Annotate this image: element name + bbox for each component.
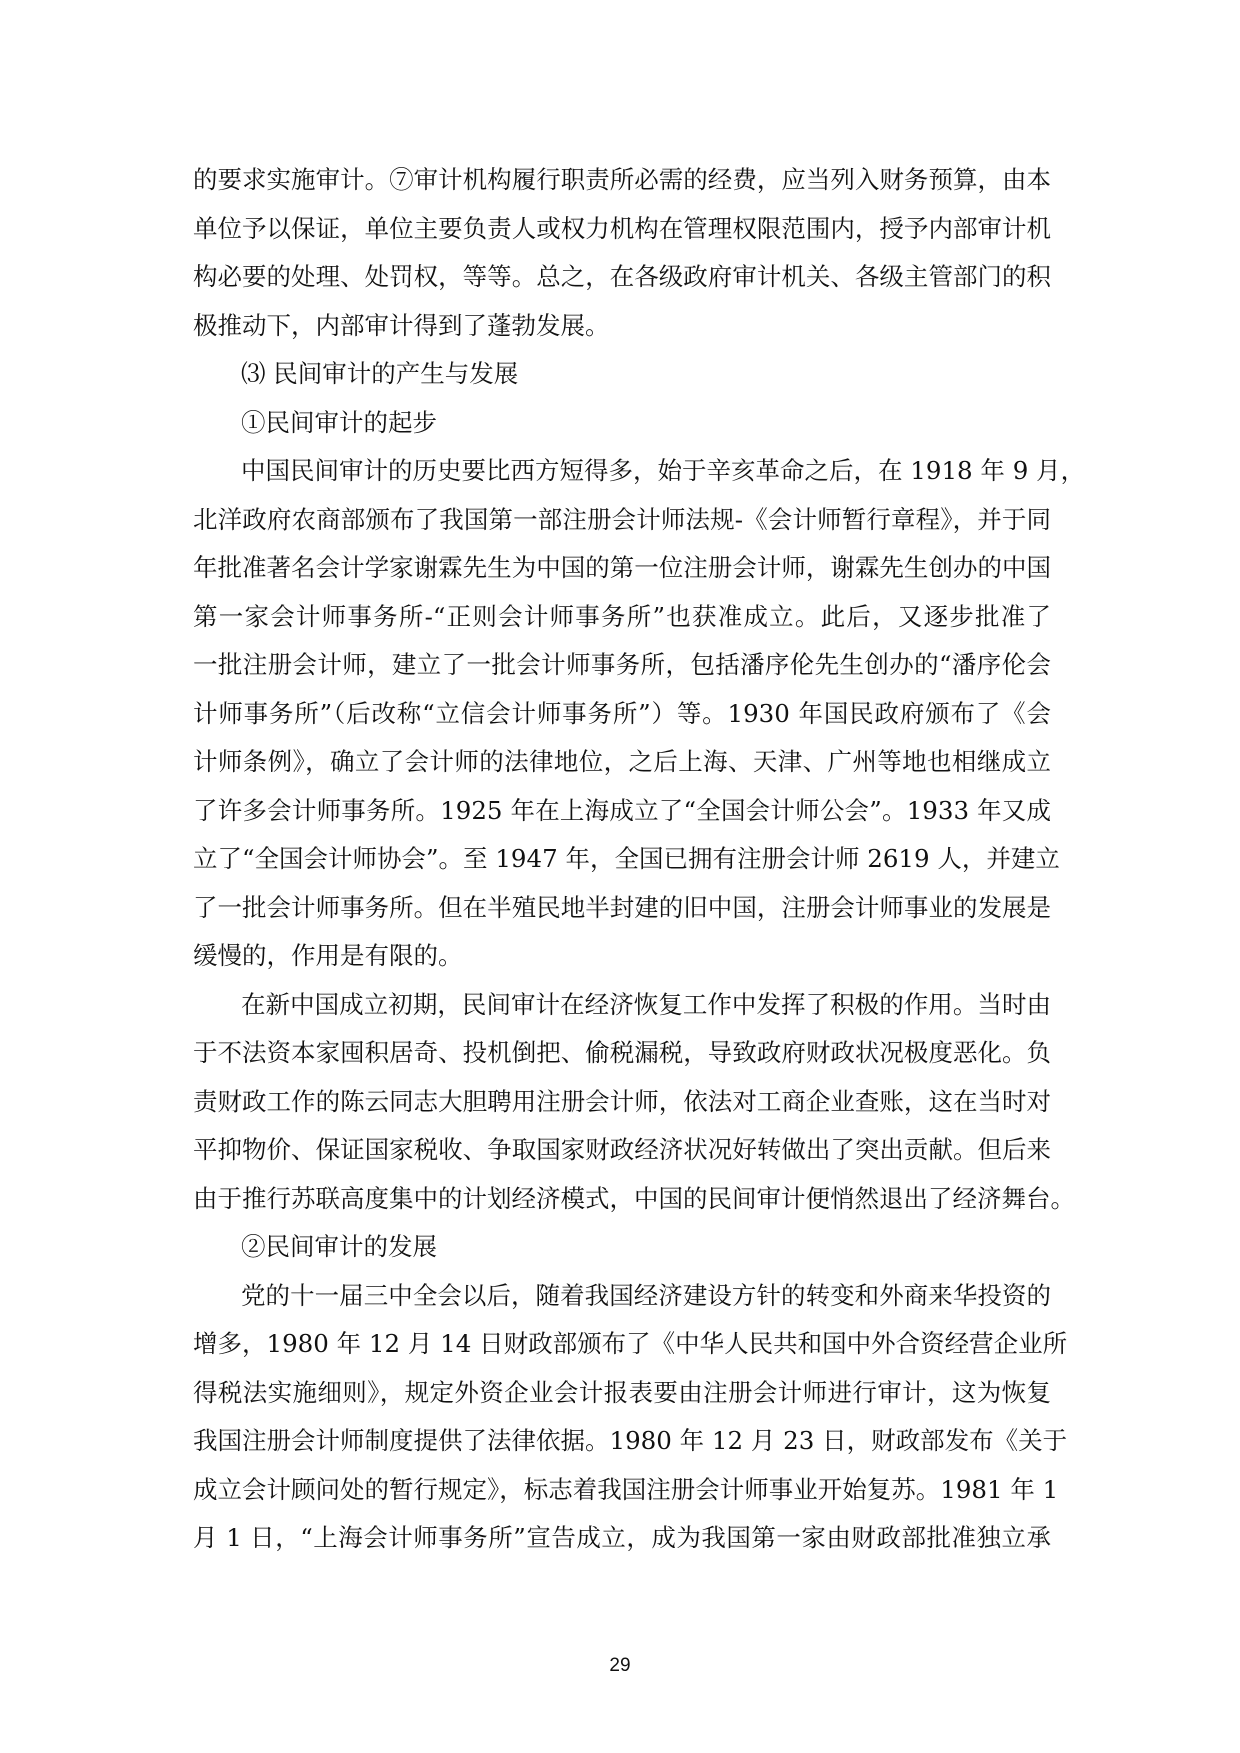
text-line: 成立会计顾问处的暂行规定》，标志着我国注册会计师事业开始复苏。1981 年 1 [193,1474,1059,1504]
text-line: 月 1 日，“上海会计师事务所”宣告成立，成为我国第一家由财政部批准独立承 [193,1523,1051,1552]
text-line: 第一家会计师事务所-“正则会计师事务所”也获准成立。此后，又逐步批准了 [193,601,1051,631]
text-line: 缓慢的，作用是有限的。 [193,941,463,970]
text-line: 单位予以保证，单位主要负责人或权力机构在管理权限范围内，授予内部审计机 [193,213,1051,243]
text-line: 我国注册会计师制度提供了法律依据。1980 年 12 月 23 日，财政部发布《关于 [193,1426,1068,1455]
text-line: 极推动下，内部审计得到了蓬勃发展。 [193,310,610,340]
text-line: 一批注册会计师，建立了一批会计师事务所，包括潘序伦先生创办的“潘序伦会 [193,650,1051,679]
text-line: 的要求实施审计。⑦审计机构履行职责所必需的经费，应当列入财务预算，由本 [193,165,1051,194]
subsection-heading: ①民间审计的起步 [241,407,437,437]
text-line: 得税法实施细则》，规定外资企业会计报表要由注册会计师进行审计，这为恢复 [193,1377,1051,1407]
text-line: 增多，1980 年 12 月 14 日财政部颁布了《中华人民共和国中外合资经营企业所 [193,1329,1068,1358]
text-line: 计师条例》，确立了会计师的法律地位，之后上海、天津、广州等地也相继成立 [193,747,1051,776]
text-line: 在新中国成立初期，民间审计在经济恢复工作中发挥了积极的作用。当时由 [241,989,1051,1019]
text-line: 由于推行苏联高度集中的计划经济模式，中国的民间审计便悄然退出了经济舞台。 [193,1183,1075,1213]
text-line: 年批准著名会计学家谢霖先生为中国的第一位注册会计师，谢霖先生创办的中国 [193,553,1051,582]
text-line: 中国民间审计的历史要比西方短得多，始于辛亥革命之后，在 1918 年 9 月， [241,456,1086,485]
subsection-heading: ②民间审计的发展 [241,1232,437,1261]
text-line: 了许多会计师事务所。1925 年在上海成立了“全国会计师公会”。1933 年又成 [193,795,1051,825]
text-line: 责财政工作的陈云同志大胆聘用注册会计师，依法对工商企业查账，这在当时对 [193,1086,1051,1116]
text-line: 构必要的处理、处罚权，等等。总之，在各级政府审计机关、各级主管部门的积 [193,262,1051,291]
text-line: 党的十一届三中全会以后，随着我国经济建设方针的转变和外商来华投资的 [241,1280,1051,1310]
text-line: 了一批会计师事务所。但在半殖民地半封建的旧中国，注册会计师事业的发展是 [193,892,1051,922]
body-text [193,156,1086,1563]
text-line: 北洋政府农商部颁布了我国第一部注册会计师法规-《会计师暂行章程》，并于同 [193,504,1051,534]
text-line: 计师事务所”（后改称“立信会计师事务所”）等。1930 年国民政府颁布了《会 [193,698,1051,728]
text-line: 平抑物价、保证国家税收、争取国家财政经济状况好转做出了突出贡献。但后来 [193,1135,1051,1164]
section-heading: ⑶ 民间审计的产生与发展 [241,359,519,388]
page-number: 29 [609,1655,631,1676]
text-line: 于不法资本家囤积居奇、投机倒把、偷税漏税，导致政府财政状况极度恶化。负 [193,1038,1051,1067]
text-line: 立了“全国会计师协会”。至 1947 年，全国已拥有注册会计师 2619 人，并建立 [193,844,1060,873]
